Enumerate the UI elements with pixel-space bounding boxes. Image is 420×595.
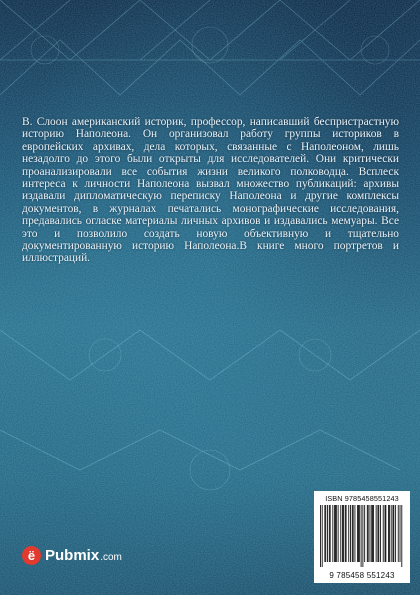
barcode-bar — [357, 505, 358, 562]
barcode-bar — [350, 505, 351, 562]
barcode-bar — [359, 505, 360, 562]
barcode-bar — [342, 505, 343, 562]
barcode-bar — [352, 505, 353, 562]
barcode-bar — [398, 505, 399, 562]
barcode-bar — [370, 505, 371, 562]
barcode-bar — [367, 505, 368, 562]
barcode-bar — [361, 505, 362, 567]
barcode-bar — [395, 505, 396, 562]
book-description: В. Слоон американский историк, профессор, написавший беспристрастную историю Наполеона. Он организовал работу группы историков в европейских архивах, дела которых, связанные с Наполеоном, лишь незадолго до этого были открыты для исследователей. Они критически проанализировали все события жизни великого полководца. Всплеск интереса к личности Наполеона вызвал множество публикаций: архивы издавали дипломатическую переписку Наполеона и другие комплексы документов, в журналах печатались монографические исследования, предавались огласке материалы личных архивов и издавались мемуары. Все это и позволило создать новую объективную и тщательно документированную историю Наполеона.В книге много портретов и иллюстраций. — [22, 116, 399, 265]
barcode-bar — [368, 505, 369, 562]
publisher-logo — [22, 545, 122, 565]
barcode-bar — [400, 505, 401, 562]
barcode-bar — [391, 505, 392, 562]
barcode-bar — [358, 505, 359, 562]
barcode-bar — [385, 505, 386, 562]
publisher-suffix: .com — [100, 551, 122, 563]
barcode-bar — [393, 505, 394, 562]
barcode-bar — [393, 505, 394, 562]
barcode-bar — [372, 505, 373, 562]
isbn-digits: 9 785458 551243 — [329, 571, 395, 580]
barcode-bar — [378, 505, 379, 562]
barcode-bar — [335, 505, 336, 562]
barcode-bar — [373, 505, 374, 562]
barcode-bar — [324, 505, 325, 562]
barcode-bar — [330, 505, 331, 562]
barcode-bar — [376, 505, 377, 562]
barcode-bars — [320, 505, 404, 567]
barcode-bar — [334, 505, 335, 562]
publisher-badge-icon: ё — [22, 546, 41, 565]
barcode-bar — [377, 505, 378, 562]
barcode-bar — [325, 505, 326, 562]
barcode-bar — [388, 505, 389, 562]
barcode-bar — [383, 505, 384, 562]
barcode-bar — [329, 505, 330, 562]
barcode-bar — [336, 505, 337, 562]
barcode-bar — [362, 505, 363, 567]
barcode-bar — [353, 505, 354, 562]
isbn-label: ISBN 9785458551243 — [325, 494, 399, 503]
barcode-bar — [327, 505, 328, 562]
isbn-barcode — [314, 491, 410, 583]
barcode-bar — [343, 505, 344, 562]
barcode-bar — [322, 505, 323, 567]
barcode-bar — [338, 505, 339, 562]
barcode-bar — [401, 505, 402, 567]
barcode-bar — [348, 505, 349, 562]
barcode-bar — [385, 505, 386, 562]
publisher-name: Pubmix — [45, 546, 100, 564]
barcode-bar — [380, 505, 381, 562]
barcode-bar — [332, 505, 333, 562]
barcode-bar — [345, 505, 346, 562]
barcode-bar — [320, 505, 321, 567]
barcode-bar — [364, 505, 365, 562]
barcode-bar — [340, 505, 341, 562]
barcode-bar — [346, 505, 347, 562]
barcode-bar — [371, 505, 372, 562]
barcode-bar — [389, 505, 390, 562]
barcode-bar — [354, 505, 355, 562]
